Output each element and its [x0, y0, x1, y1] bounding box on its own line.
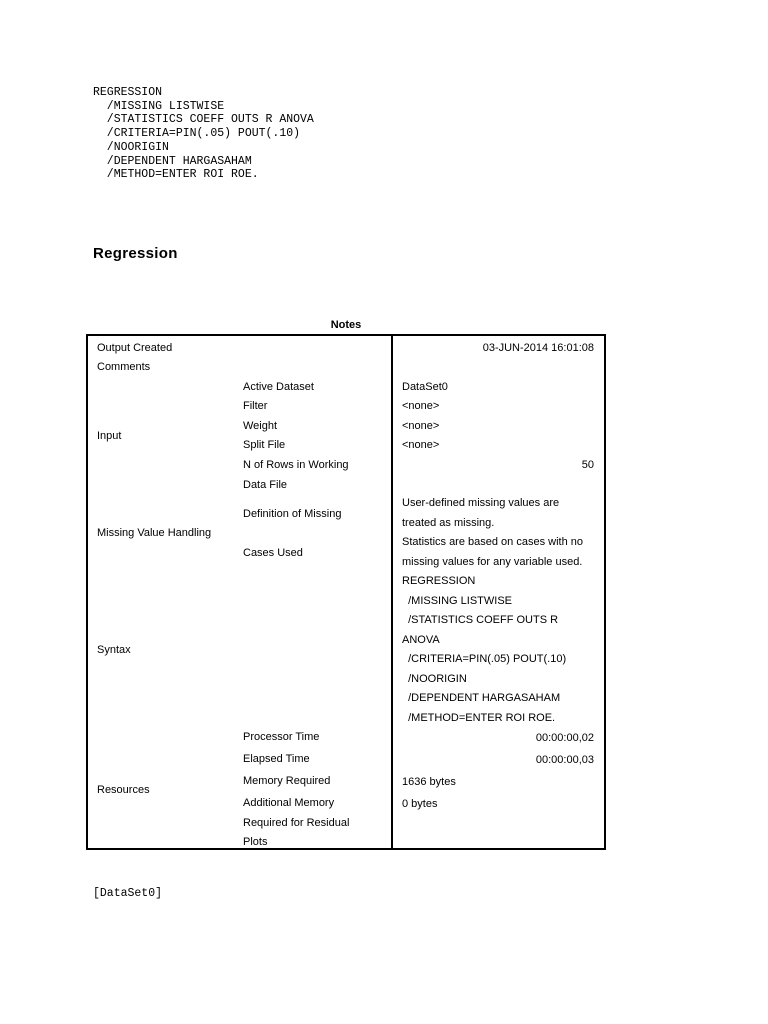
syntax-value-line: /CRITERIA=PIN(.05) POUT(.10)	[402, 653, 567, 665]
syntax-value-line: /METHOD=ENTER ROI ROE.	[402, 711, 556, 724]
syntax-line: /METHOD=ENTER ROI ROE.	[93, 168, 259, 182]
definition-of-missing-value	[402, 494, 559, 533]
resources-label: Resources	[97, 784, 150, 796]
elapsed-time-label: Elapsed Time	[243, 753, 310, 765]
syntax-line: /CRITERIA=PIN(.05) POUT(.10)	[93, 127, 301, 141]
additional-memory-label-line: Additional Memory	[243, 797, 335, 809]
dataset-tag: [DataSet0]	[93, 887, 163, 900]
definition-of-missing-line: treated as missing.	[402, 516, 495, 529]
additional-memory-value: 0 bytes	[402, 798, 438, 810]
syntax-value-line: /NOORIGIN	[402, 672, 467, 685]
definition-of-missing-label: Definition of Missing	[243, 508, 342, 520]
syntax-value-line: /STATISTICS COEFF OUTS R	[402, 614, 559, 626]
syntax-value-line: REGRESSION	[402, 575, 476, 587]
active-dataset-label: Active Dataset	[243, 381, 314, 393]
input-label: Input	[97, 430, 122, 442]
output-created-value: 03-JUN-2014 16:01:08	[482, 342, 594, 354]
cases-used-line: Statistics are based on cases with no	[402, 536, 583, 548]
weight-label: Weight	[243, 420, 278, 432]
syntax-line: /DEPENDENT HARGASAHAM	[93, 154, 252, 168]
filter-label: Filter	[243, 400, 268, 412]
memory-required-label: Memory Required	[243, 775, 331, 787]
n-rows-label-line: Data File	[243, 478, 288, 491]
section-title: Regression	[93, 245, 178, 262]
elapsed-time-value: 00:00:00,03	[535, 754, 594, 766]
syntax-label: Syntax	[97, 644, 131, 656]
filter-value: <none>	[402, 400, 440, 412]
syntax-block	[93, 86, 314, 182]
n-rows-value: 50	[581, 459, 594, 471]
output-created-label: Output Created	[97, 342, 173, 354]
notes-title: Notes	[330, 319, 362, 331]
syntax-value	[402, 572, 566, 728]
additional-memory-label-line: Plots	[243, 836, 268, 848]
syntax-value-line: ANOVA	[402, 633, 440, 646]
cases-used-line: missing values for any variable used.	[402, 555, 583, 568]
definition-of-missing-line: User-defined missing values are	[402, 497, 560, 509]
comments-label: Comments	[97, 361, 151, 373]
cases-used-label: Cases Used	[243, 547, 303, 559]
processor-time-label: Processor Time	[243, 731, 320, 743]
memory-required-value: 1636 bytes	[402, 776, 456, 788]
missing-value-handling-label: Missing Value Handling	[97, 527, 212, 539]
syntax-line: /STATISTICS COEFF OUTS R ANOVA	[93, 113, 314, 127]
split-file-value: <none>	[402, 439, 440, 451]
syntax-line: REGRESSION	[93, 86, 163, 99]
notes-table	[86, 334, 606, 850]
syntax-line: /NOORIGIN	[93, 140, 169, 154]
additional-memory-label	[243, 794, 349, 853]
weight-value: <none>	[402, 420, 440, 432]
cases-used-value	[402, 533, 583, 572]
n-rows-label	[243, 456, 349, 495]
active-dataset-value: DataSet0	[402, 381, 448, 393]
syntax-value-line: /MISSING LISTWISE	[402, 594, 513, 607]
syntax-value-line: /DEPENDENT HARGASAHAM	[402, 692, 561, 704]
column-divider	[391, 336, 393, 848]
split-file-label: Split File	[243, 439, 286, 451]
n-rows-label-line: N of Rows in Working	[243, 459, 349, 471]
additional-memory-label-line: Required for Residual	[243, 816, 350, 829]
syntax-line: /MISSING LISTWISE	[93, 99, 225, 113]
processor-time-value: 00:00:00,02	[535, 732, 594, 744]
